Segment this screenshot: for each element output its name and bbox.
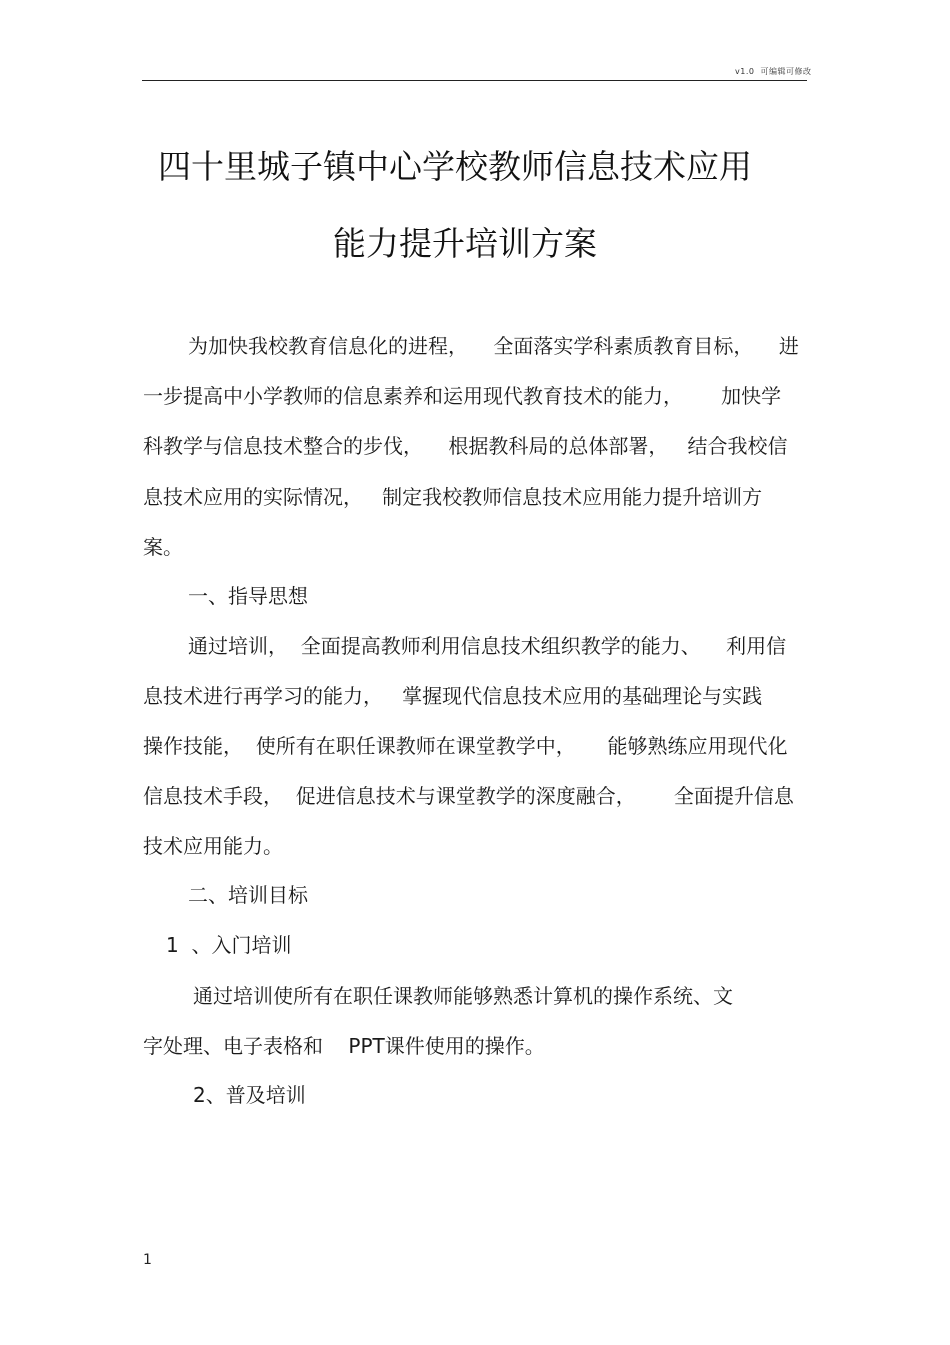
title-line-2: 能力提升培训方案 — [333, 224, 597, 263]
paragraph-line: 字处理、电子表格和 PPT课件使用的操作。 — [143, 1034, 545, 1058]
paragraph-line: 通过培训， 全面提高教师利用信息技术组织教学的能力、 利用信 — [188, 634, 787, 658]
paragraph-line: 案。 — [143, 535, 183, 559]
paragraph-line: 操作技能， 使所有在职任课教师在课堂教学中， 能够熟练应用现代化 — [143, 734, 788, 758]
subsection-heading: 1 、入门培训 — [166, 933, 292, 957]
paragraph-line: 技术应用能力。 — [143, 834, 283, 858]
header-divider — [142, 80, 807, 81]
subsection-heading: 2、普及培训 — [193, 1083, 306, 1107]
page-number: 1 — [143, 1252, 152, 1268]
section-heading: 一、指导思想 — [188, 584, 308, 608]
paragraph-line: 科教学与信息技术整合的步伐， 根据教科局的总体部署， 结合我校信 — [143, 434, 788, 458]
section-heading: 二、培训目标 — [188, 883, 308, 907]
paragraph-line: 为加快我校教育信息化的进程， 全面落实学科素质教育目标， 进 — [188, 334, 799, 358]
paragraph-line: 息技术应用的实际情况， 制定我校教师信息技术应用能力提升培训方 — [143, 485, 763, 509]
paragraph-line: 息技术进行再学习的能力， 掌握现代信息技术应用的基础理论与实践 — [143, 684, 763, 708]
paragraph-line: 信息技术手段， 促进信息技术与课堂教学的深度融合， 全面提升信息 — [143, 784, 794, 808]
paragraph-line: 通过培训使所有在职任课教师能够熟悉计算机的操作系统、文 — [193, 984, 733, 1008]
version-note: v1.0 可编辑可修改 — [735, 67, 812, 76]
paragraph-line: 一步提高中小学教师的信息素养和运用现代教育技术的能力， 加快学 — [143, 384, 782, 408]
title-line-1: 四十里城子镇中心学校教师信息技术应用 — [158, 147, 752, 186]
